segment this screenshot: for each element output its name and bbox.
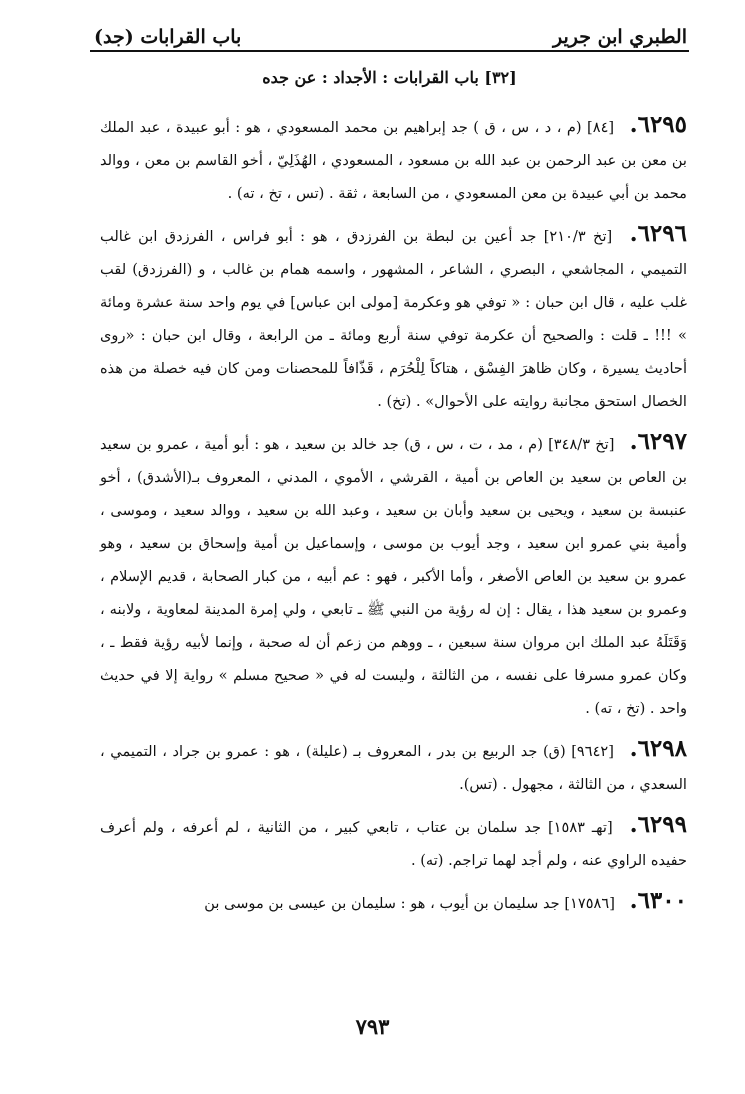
entry-6296 (100, 217, 687, 418)
running-header (94, 22, 687, 48)
entry-number: ٦٢٩٨. (629, 735, 687, 762)
entry-number: ٦٢٩٥. (629, 111, 688, 138)
chapter-title: باب القرابات (جد) (94, 26, 242, 48)
entry-6300 (100, 884, 687, 920)
entry-number: ٦٣٠٠. (629, 887, 687, 914)
entry-6297 (100, 425, 687, 725)
entry-6298 (100, 732, 687, 801)
entries-list (100, 108, 687, 927)
page-number: ٧٩٣ (355, 1014, 390, 1039)
entry-text: [تخ ٣٤٨/٣] (م ، مد ، ت ، س ، ق) جد خالد بن سعيد ، هو : أبو أمية ، عمرو بن سعيد بن العاص بن سعيد بن العاص بن أمية ، القرشي ، الأموي ، المدني ، المعروف بـ(الأشدق) ، أخو عنبسة بن سعيد ، ويحيى بن سعيد وأبان بن سعيد ، وعبد الله بن سعيد ، ووالد سعيد ، وموسى ، وأمية بني عمرو ابن سعيد ، وجد أيوب بن موسى ، وإسماعيل بن أمية وإسحاق بن سعيد ، وهو عمرو بن سعيد بن العاص الأصغر ، وأما الأكبر ، فهو : عم أبيه ، من كبار الصحابة ، قديم الإسلام ، وعمرو بن سعيد هذا ، يقال : إن له رؤية من النبي ﷺ ـ تابعي ، ولي إمرة المدينة لمعاوية ، ولابنه ، وَقَتَلَهُ عبد الملك ابن مروان سنة سبعين ، ـ ووهم من زعم أن له صحبة ، وإنما لأبيه رؤية فقط ـ ، وكان عمرو مسرفا على نفسه ، من الثالثة ، وليست له في « صحيح مسلم » رواية إلا في حديث واحد . (تخ ، ته) . (100, 436, 687, 717)
entry-text: [٨٤] (م ، د ، س ، ق ) جد إبراهيم بن محمد المسعودي ، هو : أبو عبيدة ، عبد الملك بن معن بن عبد الرحمن بن عبد الله بن مسعود ، المسعودي ، الهُذَلِيّ ، أخو القاسم بن معن ، ووالد محمد بن أبي عبيدة بن معن المسعودي ، من السابعة ، ثقة . (تس ، تخ ، ته) . (100, 119, 687, 202)
entry-number: ٦٢٩٩. (629, 811, 687, 838)
entry-6299 (100, 808, 687, 877)
book-title: الطبري ابن جرير (552, 26, 687, 48)
header-rule (90, 50, 689, 52)
entry-text: [١٧٥٨٦] جد سليمان بن أيوب ، هو : سليمان بن عيسى بن موسى بن (204, 895, 615, 912)
entry-text: [تهـ ١٥٨٣] جد سلمان بن عتاب ، تابعي كبير ، من الثانية ، لم أعرفه ، ولم أعرف حفيده الراوي عنه ، ولم أجد لهما تراجم. (ته) . (100, 819, 687, 869)
section-title: [٣٢] باب القرابات : الأجداد : عن جده (262, 68, 517, 87)
entry-text: [تخ ٢١٠/٣] جد أعين بن لبطة بن الفرزدق ، هو : أبو فراس ، الفرزدق ابن غالب التميمي ، المجاشعي ، البصري ، الشاعر ، المشهور ، واسمه همام بن غالب ، و (الفرزدق) لقب غلب عليه ، قال ابن حبان : « توفي هو وعكرمة [مولى ابن عباس] في يوم واحد سنة عشرة ومائة » !!! ـ قلت : والصحيح أن عكرمة توفي سنة أربع ومائة ـ من الرابعة ، وقال ابن حبان : «روى أحاديث يسيرة ، وكان ظاهرَ الفِسْق ، هتاكاً لِلْحُرَم ، قَذّافاً للمحصنات ومن كان فيه خصلة من هذه الخصال استحق مجانبة روايته على الأحوال» . (تخ) . (100, 228, 687, 410)
entry-number: ٦٢٩٧. (629, 428, 687, 455)
entry-text: [٩٦٤٢] (ق) جد الربيع بن بدر ، المعروف بـ (عليلة) ، هو : عمرو بن جراد ، التميمي ، السعدي ، من الثالثة ، مجهول . (تس). (100, 743, 687, 793)
entry-6295 (100, 108, 687, 210)
entry-number: ٦٢٩٦. (629, 220, 687, 247)
